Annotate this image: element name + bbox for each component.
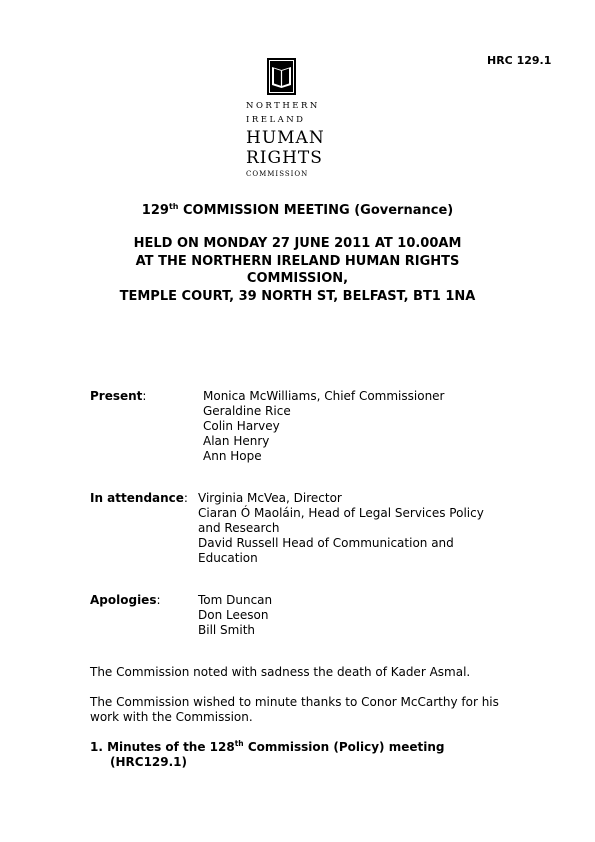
- held-line-date: HELD ON MONDAY 27 JUNE 2011 AT 10.00AM: [133, 236, 462, 251]
- list-item: Alan Henry: [203, 434, 270, 448]
- list-item: Bill Smith: [198, 623, 255, 637]
- logo-line-northern: NORTHERN: [246, 101, 320, 111]
- held-line-commission: COMMISSION,: [246, 271, 349, 286]
- agenda-item-1-heading: 1. Minutes of the 128th Commission (Policy) meeting: [90, 739, 445, 754]
- logo-line-commission: COMMISSION: [246, 170, 309, 178]
- list-item: Tom Duncan: [198, 593, 273, 607]
- list-item: and Research: [198, 521, 280, 535]
- present-list: [203, 389, 445, 464]
- paragraph-condolence: The Commission noted with sadness the death of Kader Asmal.: [90, 665, 471, 679]
- logo-line-ireland: IRELAND: [246, 115, 306, 125]
- meeting-venue-block: [0, 235, 595, 305]
- list-item: Ann Hope: [203, 449, 262, 463]
- attendance-label: In attendance:: [90, 491, 188, 505]
- list-item: Ciaran Ó Maoláin, Head of Legal Services Policy: [198, 506, 484, 520]
- list-item: Virginia McVea, Director: [198, 491, 342, 505]
- paragraph-thanks: The Commission wished to minute thanks to Conor McCarthy for his work with the Commission.: [90, 695, 499, 724]
- book-emblem-icon: [267, 58, 296, 95]
- list-item: Don Leeson: [198, 608, 269, 622]
- agenda-item-1-reference: (HRC129.1): [110, 755, 188, 769]
- list-item: Education: [198, 551, 258, 565]
- logo-line-human: HUMAN: [246, 128, 325, 148]
- present-label: Present:: [90, 389, 147, 403]
- held-line-address: TEMPLE COURT, 39 NORTH ST, BELFAST, BT1 1NA: [119, 288, 476, 304]
- apologies-label: Apologies:: [90, 593, 161, 607]
- logo-line-rights: RIGHTS: [246, 148, 323, 168]
- list-item: Colin Harvey: [203, 419, 280, 433]
- list-item: Geraldine Rice: [203, 404, 291, 418]
- attendance-list: [198, 491, 484, 566]
- document-reference: HRC 129.1: [487, 54, 552, 67]
- list-item: Monica McWilliams, Chief Commissioner: [203, 389, 445, 403]
- apologies-list: [198, 593, 272, 638]
- list-item: David Russell Head of Communication and: [198, 536, 454, 550]
- held-line-venue: AT THE NORTHERN IRELAND HUMAN RIGHTS: [135, 253, 460, 269]
- commission-logo-emblem: [267, 58, 296, 95]
- meeting-title: 129th COMMISSION MEETING (Governance): [141, 202, 454, 218]
